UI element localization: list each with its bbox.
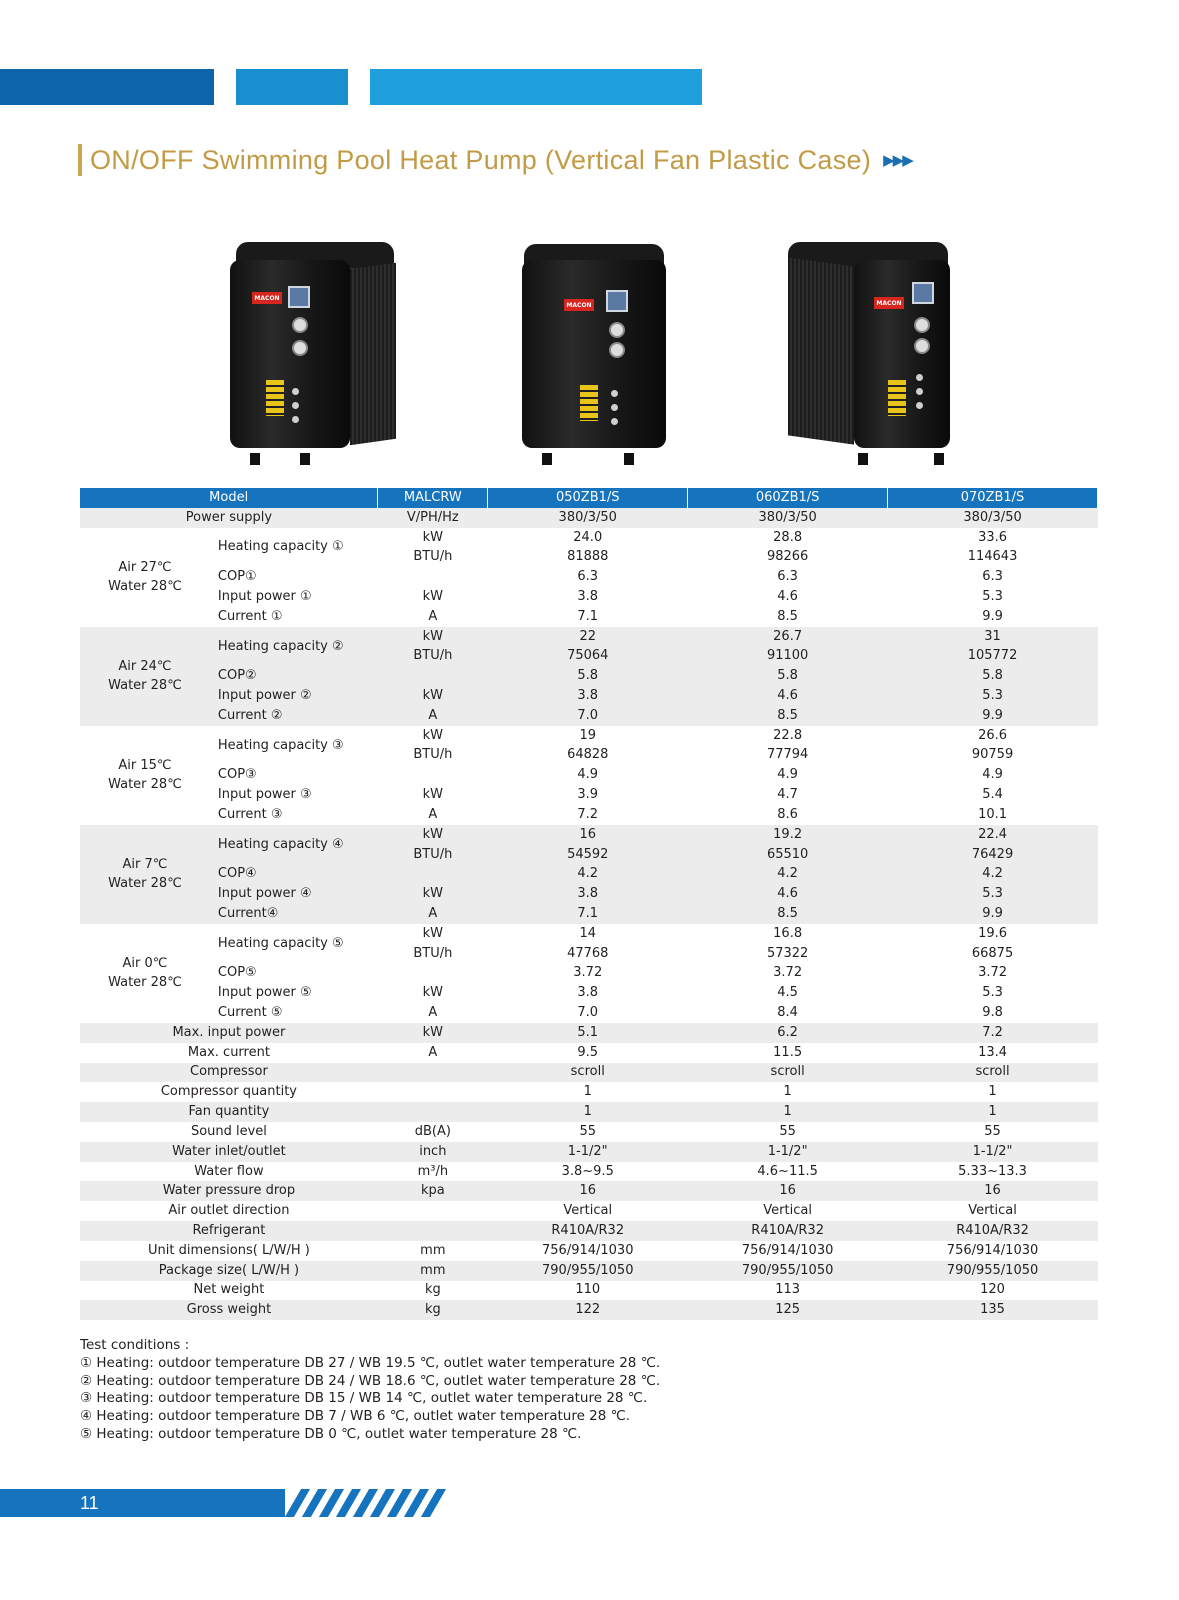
unit-cell: kW (422, 925, 444, 941)
table-cell: m³/h (417, 1163, 449, 1179)
table-cell: 3.72 (978, 965, 1008, 981)
table-cell: Vertical (968, 1203, 1017, 1219)
table-row (80, 864, 1098, 884)
table-cell: kW (378, 1023, 488, 1043)
table-cell: 16.8 (773, 925, 803, 941)
table-cell: scroll (488, 1063, 688, 1083)
table-cell: 11.5 (773, 1044, 803, 1060)
unit-cell: BTU/h (413, 747, 453, 763)
table-cell: 57322 (766, 945, 809, 961)
unit-cell: BTU/h (378, 845, 488, 865)
header-bar-medium (236, 69, 348, 105)
table-cell: 7.2 (577, 806, 599, 822)
table-cell: 91100 (688, 647, 888, 667)
row-label: Compressor (80, 1063, 378, 1083)
table-cell: 7.0 (488, 706, 688, 726)
row-label: Air outlet direction (168, 1203, 290, 1219)
row-label: Input power ① (217, 588, 312, 604)
table-cell: 4.6 (777, 588, 798, 604)
table-cell: 4.9 (577, 767, 599, 783)
unit-cell: kW (378, 884, 488, 904)
table-cell: V/PH/Hz (378, 508, 488, 528)
table-row (80, 1142, 1098, 1162)
table-cell: 1 (888, 1102, 1098, 1122)
table-cell: 1-1/2" (488, 1142, 688, 1162)
table-cell: 105772 (888, 647, 1098, 667)
table-cell: 1-1/2" (888, 1142, 1098, 1162)
table-cell: 19.2 (688, 825, 888, 845)
row-label: Heating capacity ② (210, 627, 378, 667)
table-cell: 4.6 (688, 884, 888, 904)
table-cell: 9.8 (982, 1005, 1003, 1021)
table-cell: 9.9 (982, 608, 1003, 624)
table-cell: 8.6 (777, 806, 798, 822)
table-cell: 790/955/1050 (888, 1261, 1098, 1281)
table-row (80, 1082, 1098, 1102)
table-cell: 380/3/50 (888, 508, 1098, 528)
row-label: Sound level (190, 1123, 267, 1139)
control-panel-icon (912, 282, 934, 304)
table-row (80, 1241, 1098, 1261)
table-cell: 28.8 (773, 529, 803, 545)
table-cell: 1 (583, 1084, 592, 1100)
table-cell: 380/3/50 (488, 508, 688, 528)
table-cell: 64828 (567, 747, 609, 763)
page-number: 11 (80, 1493, 99, 1513)
table-cell: 5.1 (488, 1023, 688, 1043)
pressure-gauge-icon (609, 322, 625, 338)
table-row (80, 964, 1098, 984)
condition-air: Air 7℃ (122, 857, 168, 873)
table-cell: 19 (579, 727, 597, 743)
table-row (80, 924, 1098, 944)
table-cell (378, 1063, 488, 1083)
row-label: Heating capacity ① (217, 539, 344, 555)
table-cell: 54592 (488, 845, 688, 865)
table-row (80, 1281, 1098, 1301)
page-title: ON/OFF Swimming Pool Heat Pump (Vertical Fan Plastic Case) (90, 144, 872, 175)
table-cell: 66875 (971, 945, 1014, 961)
unit-cell: A (428, 1005, 438, 1021)
warning-label-icon (580, 385, 598, 421)
table-cell: 3.8~9.5 (561, 1163, 614, 1179)
table-cell: 10.1 (978, 806, 1008, 822)
table-cell: 26.7 (688, 627, 888, 647)
table-cell: 55 (984, 1123, 1001, 1139)
condition-air: Air 15℃ (118, 758, 172, 774)
unit-cell: kW (422, 727, 444, 743)
test-condition-line: ② Heating: outdoor temperature DB 24 / WB 18.6 ℃, outlet water temperature 28 ℃. (80, 1372, 661, 1389)
condition-water: Water 28℃ (108, 975, 182, 991)
condition-water: Water 28℃ (108, 678, 182, 694)
table-cell: 9.9 (888, 904, 1098, 924)
row-label: Refrigerant (80, 1221, 378, 1241)
table-cell: 22 (488, 627, 688, 647)
brand-logo: MACON (874, 297, 904, 309)
table-row (80, 1261, 1098, 1281)
table-cell: 4.2 (488, 864, 688, 884)
unit-cell: A (428, 608, 438, 624)
header-model: Model (80, 488, 378, 508)
table-row (80, 1181, 1098, 1201)
table-cell: 3.72 (773, 965, 803, 981)
unit-cell (378, 765, 488, 785)
table-cell: 75064 (488, 647, 688, 667)
table-cell: 7.2 (888, 1023, 1098, 1043)
table-cell: 4.2 (888, 864, 1098, 884)
row-label: Current ② (210, 706, 378, 726)
condition-water: Water 28℃ (108, 876, 182, 892)
table-cell: R410A/R32 (488, 1221, 688, 1241)
table-cell: 31 (888, 627, 1098, 647)
table-row (80, 825, 1098, 845)
table-row (80, 488, 1098, 508)
table-row (80, 508, 1098, 528)
product-image-070 (788, 242, 958, 457)
table-cell: 14 (579, 925, 597, 941)
table-cell: 6.2 (688, 1023, 888, 1043)
table-cell: R410A/R32 (688, 1221, 888, 1241)
table-cell: R410A/R32 (888, 1221, 1098, 1241)
table-row (80, 805, 1098, 825)
table-cell: 65510 (688, 845, 888, 865)
table-cell: 790/955/1050 (488, 1261, 688, 1281)
table-cell: 110 (575, 1282, 601, 1298)
row-label: Input power ④ (210, 884, 378, 904)
table-cell: 4.2 (688, 864, 888, 884)
unit-cell (378, 864, 488, 884)
table-cell: mm (378, 1261, 488, 1281)
row-label: Current④ (210, 904, 378, 924)
table-cell: 24.0 (573, 529, 603, 545)
table-cell: 1 (988, 1084, 997, 1100)
table-row (80, 884, 1098, 904)
table-cell: 8.5 (688, 904, 888, 924)
table-cell: 756/914/1030 (741, 1242, 834, 1258)
table-cell: 756/914/1030 (542, 1242, 634, 1258)
table-row (80, 528, 1098, 548)
table-cell: 16 (888, 1181, 1098, 1201)
condition-water: Water 28℃ (108, 777, 182, 793)
table-cell: 16 (488, 1181, 688, 1201)
row-label: Power supply (80, 508, 378, 528)
table-row (80, 983, 1098, 1003)
condition-air: Air 27℃ (118, 560, 172, 576)
test-conditions-heading: Test conditions : (80, 1337, 190, 1353)
pressure-gauge-icon (292, 317, 308, 333)
title-accent-mark (78, 144, 82, 176)
table-row (80, 686, 1098, 706)
row-label: Heating capacity ④ (210, 825, 378, 865)
header-cell: 070ZB1/S (888, 488, 1098, 508)
table-cell: 7.1 (577, 608, 599, 624)
row-label: Current ① (217, 608, 283, 624)
table-cell: 7.1 (488, 904, 688, 924)
header-cell: MALCRW (378, 488, 488, 508)
table-cell: Vertical (563, 1203, 613, 1219)
pressure-gauge-icon (914, 317, 930, 333)
table-cell: dB(A) (414, 1123, 451, 1139)
table-cell: 3.8 (488, 686, 688, 706)
header-cell: 060ZB1/S (688, 488, 888, 508)
unit-cell (378, 567, 488, 587)
table-cell: 5.3 (982, 985, 1003, 1001)
unit-cell: A (428, 806, 438, 822)
unit-cell: BTU/h (413, 945, 453, 961)
unit-cell: kW (378, 627, 488, 647)
row-label: Max. input power (80, 1023, 378, 1043)
condition-water: Water 28℃ (108, 579, 182, 595)
warning-label-icon (888, 380, 906, 416)
unit-cell: BTU/h (378, 647, 488, 667)
table-cell: 3.8 (488, 884, 688, 904)
row-label: COP④ (210, 864, 378, 884)
control-panel-icon (288, 286, 310, 308)
row-label: Heating capacity ③ (217, 737, 344, 753)
table-cell: 120 (980, 1282, 1005, 1298)
table-cell: 9.5 (577, 1044, 599, 1060)
row-label: Water inlet/outlet (80, 1142, 378, 1162)
table-row (80, 627, 1098, 647)
table-cell: 6.3 (577, 569, 599, 585)
table-cell: mm (420, 1242, 446, 1258)
table-cell: 113 (775, 1282, 801, 1298)
table-row (80, 706, 1098, 726)
table-cell: 8.5 (688, 706, 888, 726)
unit-cell: A (378, 706, 488, 726)
table-cell: 4.5 (777, 985, 798, 1001)
unit-cell: BTU/h (413, 549, 453, 565)
table-cell: A (428, 1044, 438, 1060)
row-label: COP③ (217, 767, 257, 783)
control-panel-icon (606, 290, 628, 312)
table-cell: 5.33~13.3 (958, 1163, 1027, 1179)
header-cell: 050ZB1/S (488, 488, 688, 508)
row-label: Gross weight (80, 1300, 378, 1320)
condition-label (80, 825, 210, 924)
table-cell: 81888 (567, 549, 609, 565)
table-cell: 1-1/2" (688, 1142, 888, 1162)
row-label: Water pressure drop (80, 1181, 378, 1201)
table-row (80, 587, 1098, 607)
table-cell: 98266 (766, 549, 809, 565)
table-cell: Vertical (763, 1203, 812, 1219)
row-label: Current ③ (217, 806, 283, 822)
table-cell: 16 (488, 825, 688, 845)
table-cell: 6.3 (777, 569, 798, 585)
table-cell: 9.9 (888, 706, 1098, 726)
table-cell: 47768 (567, 945, 609, 961)
table-row (80, 1300, 1098, 1320)
table-cell: 6.3 (982, 569, 1003, 585)
table-cell: 3.9 (577, 787, 599, 803)
table-row (80, 1043, 1098, 1063)
table-row (80, 1063, 1098, 1083)
table-cell: 5.8 (888, 666, 1098, 686)
table-row (80, 567, 1098, 587)
dial-icon (914, 338, 930, 354)
row-label: COP② (210, 666, 378, 686)
table-cell: 8.4 (777, 1005, 798, 1021)
table-cell: 4.9 (982, 767, 1003, 783)
spec-table (80, 488, 1098, 1320)
unit-cell: kW (378, 825, 488, 845)
table-row (80, 1122, 1098, 1142)
dial-icon (609, 342, 625, 358)
table-cell: 3.8 (577, 985, 599, 1001)
test-condition-line: ③ Heating: outdoor temperature DB 15 / WB 14 ℃, outlet water temperature 28 ℃. (80, 1390, 648, 1407)
table-cell: 3.8 (577, 588, 599, 604)
table-cell: scroll (688, 1063, 888, 1083)
table-row (80, 1023, 1098, 1043)
table-cell: 122 (488, 1300, 688, 1320)
table-cell: 77794 (766, 747, 809, 763)
unit-cell: kW (422, 529, 444, 545)
row-label: Input power ⑤ (217, 985, 312, 1001)
title-row (78, 140, 912, 180)
table-cell: 1 (783, 1084, 792, 1100)
table-cell: 76429 (888, 845, 1098, 865)
table-cell: 22.4 (888, 825, 1098, 845)
unit-cell: kW (378, 686, 488, 706)
table-cell: 16 (688, 1181, 888, 1201)
table-cell: 3.72 (573, 965, 603, 981)
row-label: Current ⑤ (217, 1005, 283, 1021)
table-cell: 1 (688, 1102, 888, 1122)
row-label: Max. current (187, 1044, 270, 1060)
footer-bar (0, 1489, 285, 1517)
table-cell: 135 (888, 1300, 1098, 1320)
condition-label (80, 726, 210, 825)
unit-cell (378, 666, 488, 686)
row-label: Input power ③ (217, 787, 312, 803)
table-cell: kg (424, 1282, 441, 1298)
table-cell: 13.4 (978, 1044, 1008, 1060)
brand-logo: MACON (564, 299, 594, 311)
table-row (80, 666, 1098, 686)
row-label: Fan quantity (80, 1102, 378, 1122)
table-cell: 4.6~11.5 (757, 1163, 818, 1179)
table-cell: 5.4 (982, 787, 1003, 803)
warning-label-icon (266, 380, 284, 416)
table-cell: 5.8 (488, 666, 688, 686)
test-condition-line: ④ Heating: outdoor temperature DB 7 / WB 6 ℃, outlet water temperature 28 ℃. (80, 1408, 631, 1425)
brand-logo: MACON (252, 292, 282, 304)
table-cell: scroll (888, 1063, 1098, 1083)
table-cell: 790/955/1050 (688, 1261, 888, 1281)
row-label: Net weight (193, 1282, 265, 1298)
table-row (80, 1162, 1098, 1182)
condition-air: Air 24℃ (118, 659, 172, 675)
condition-air: Air 0℃ (122, 956, 168, 972)
table-row (80, 785, 1098, 805)
unit-cell (378, 964, 488, 984)
table-cell: 1 (488, 1102, 688, 1122)
table-cell: 5.3 (888, 686, 1098, 706)
table-cell (378, 1102, 488, 1122)
dial-icon (292, 340, 308, 356)
table-cell: 5.3 (888, 884, 1098, 904)
test-condition-line: ⑤ Heating: outdoor temperature DB 0 ℃, outlet water temperature 28 ℃. (80, 1425, 582, 1442)
table-cell: kg (378, 1300, 488, 1320)
row-label: Heating capacity ⑤ (217, 935, 344, 951)
row-label: Input power ② (210, 686, 378, 706)
unit-cell: kW (422, 787, 444, 803)
condition-label (80, 627, 210, 726)
unit-cell: kW (422, 985, 444, 1001)
table-cell: 22.8 (773, 727, 803, 743)
table-row (80, 1221, 1098, 1241)
header-bar-dark (0, 69, 214, 105)
table-cell: 90759 (971, 747, 1014, 763)
table-cell: 7.0 (577, 1005, 599, 1021)
row-label: Water flow (194, 1163, 264, 1179)
table-cell: 5.3 (982, 588, 1003, 604)
table-cell: inch (378, 1142, 488, 1162)
table-cell: 26.6 (978, 727, 1008, 743)
table-cell: 114643 (967, 549, 1018, 565)
table-cell (378, 1221, 488, 1241)
table-cell: 55 (579, 1123, 597, 1139)
condition-label (80, 924, 210, 1023)
title-arrows-icon: ▶▶▶ (883, 151, 912, 169)
table-cell: kpa (378, 1181, 488, 1201)
table-cell: 125 (688, 1300, 888, 1320)
table-cell: 380/3/50 (688, 508, 888, 528)
row-label: COP⑤ (217, 965, 257, 981)
table-cell (378, 1082, 488, 1102)
row-label: COP① (217, 569, 257, 585)
table-row (80, 1201, 1098, 1221)
table-row (80, 607, 1098, 627)
test-condition-line: ① Heating: outdoor temperature DB 27 / WB 19.5 ℃, outlet water temperature 28 ℃. (80, 1354, 661, 1371)
table-cell: 19.6 (978, 925, 1008, 941)
header-bar-light (370, 69, 702, 105)
product-image-060 (520, 242, 670, 457)
table-cell: 756/914/1030 (946, 1242, 1039, 1258)
row-label: Unit dimensions( L/W/H ) (148, 1242, 310, 1258)
table-cell: 8.5 (777, 608, 798, 624)
table-row (80, 1102, 1098, 1122)
unit-cell: A (378, 904, 488, 924)
table-row (80, 1003, 1098, 1023)
condition-label (80, 528, 210, 627)
row-label: Package size( L/W/H ) (80, 1261, 378, 1281)
table-row (80, 904, 1098, 924)
product-image-050 (230, 242, 400, 457)
table-row (80, 726, 1098, 746)
table-cell: 4.6 (688, 686, 888, 706)
table-cell: 5.8 (688, 666, 888, 686)
table-cell: 4.7 (777, 787, 798, 803)
table-cell: 33.6 (978, 529, 1008, 545)
unit-cell: kW (422, 588, 444, 604)
row-label: Compressor quantity (160, 1084, 298, 1100)
table-cell: 4.9 (777, 767, 798, 783)
test-conditions (80, 1337, 660, 1444)
table-cell: 55 (779, 1123, 796, 1139)
table-row (80, 765, 1098, 785)
table-cell (378, 1201, 488, 1221)
